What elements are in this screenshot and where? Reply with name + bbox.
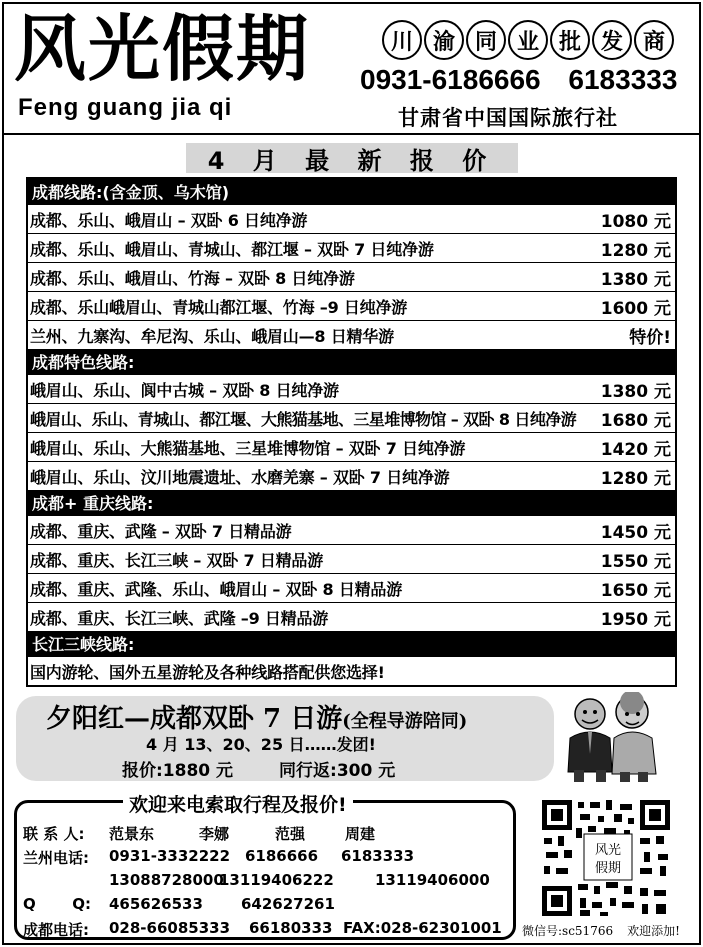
promo-title [46, 698, 467, 735]
contact-person: 范景东 [109, 825, 155, 843]
route-row [28, 204, 675, 233]
contact-person: 范强 [275, 825, 306, 843]
qr-badge-top: 风光 [594, 843, 622, 858]
fax-number: FAX:028-62301001 [343, 919, 502, 937]
tagline-char: 同 [466, 20, 506, 60]
route-row [28, 432, 675, 461]
header-divider [4, 133, 699, 135]
wechat-caption [522, 922, 680, 939]
route-name: 峨眉山、乐山、青城山、都江堰、大熊猫基地、三星堆博物馆 – 双卧 8 日纯净游 [30, 409, 577, 429]
price-table [26, 177, 677, 687]
brand-pinyin: Feng guang jia qi [18, 94, 233, 121]
qq-label: Q Q: [23, 895, 92, 913]
route-row [28, 291, 675, 320]
route-price: 1450 元 [600, 522, 671, 543]
tagline-char: 业 [508, 20, 548, 60]
phone-alt: 6183333 [568, 64, 678, 95]
contact-box [14, 794, 516, 940]
route-row [28, 461, 675, 490]
lanzhou-phone: 0931-3332222 [109, 847, 231, 865]
promo-price: 报价:1880 元 [122, 761, 234, 781]
section-header: 成都+ 重庆线路: [28, 490, 675, 515]
lanzhou-label: 兰州电话: [23, 849, 89, 867]
route-row [28, 544, 675, 573]
route-name: 国内游轮、国外五星游轮及各种线路搭配供您选择! [30, 662, 385, 682]
route-row [28, 573, 675, 602]
route-name: 成都、乐山、峨眉山、青城山、都江堰 – 双卧 7 日纯净游 [30, 239, 434, 259]
route-row [28, 320, 675, 349]
route-row [28, 374, 675, 403]
route-price: 1550 元 [600, 551, 671, 572]
contacts-label: 联 系 人: [23, 825, 85, 843]
chengdu-label: 成都电话: [23, 921, 89, 939]
route-row [28, 233, 675, 262]
route-price: 1280 元 [600, 468, 671, 489]
route-price: 1600 元 [600, 298, 671, 319]
wechat-note: 欢迎添加! [627, 924, 680, 938]
agency-name: 甘肃省中国国际旅行社 [398, 106, 618, 130]
tagline-char: 商 [634, 20, 674, 60]
route-name: 成都、重庆、长江三峡 – 双卧 7 日精品游 [30, 550, 324, 570]
tagline-char: 川 [382, 20, 422, 60]
wechat-id: 微信号:sc51766 [522, 924, 614, 938]
brand-logo: 风光假期 [14, 6, 311, 91]
route-row [28, 515, 675, 544]
lanzhou-phone: 6183333 [341, 847, 415, 865]
route-name: 峨眉山、乐山、大熊猫基地、三星堆博物馆 – 双卧 7 日纯净游 [30, 438, 466, 458]
phone-main: 0931-6186666 [360, 64, 541, 95]
tagline-char: 发 [592, 20, 632, 60]
route-price: 1950 元 [600, 609, 671, 630]
route-name: 峨眉山、乐山、汶川地震遗址、水磨羌寨 – 双卧 7 日纯净游 [30, 467, 450, 487]
contact-person: 周建 [345, 825, 376, 843]
tagline-char: 批 [550, 20, 590, 60]
qr-badge-bottom: 假期 [594, 861, 622, 876]
mobile-phone: 13119406000 [375, 871, 490, 889]
tagline-circles [382, 20, 674, 60]
route-price: 1080 元 [600, 211, 671, 232]
route-name: 成都、乐山峨眉山、青城山都江堰、竹海 –9 日纯净游 [30, 297, 408, 317]
route-row [28, 602, 675, 631]
route-price: 1420 元 [600, 439, 671, 460]
tagline-char: 渝 [424, 20, 464, 60]
route-name: 兰州、九寨沟、牟尼沟、乐山、峨眉山—8 日精华游 [30, 326, 394, 346]
promo-box [16, 696, 554, 781]
route-name: 成都、重庆、长江三峡、武隆 –9 日精品游 [30, 608, 329, 628]
contact-heading: 欢迎来电索取行程及报价! [123, 790, 353, 817]
contact-person: 李娜 [199, 825, 230, 843]
route-price: 1380 元 [600, 381, 671, 402]
mobile-phone: 13119406222 [219, 871, 334, 889]
section-header: 成都特色线路: [28, 349, 675, 374]
price-list-title: 4 月 最 新 报 价 [186, 143, 518, 173]
route-row [28, 403, 675, 432]
route-name: 峨眉山、乐山、阆中古城 – 双卧 8 日纯净游 [30, 380, 339, 400]
elderly-couple-illustration [552, 692, 670, 784]
lanzhou-phone: 6186666 [245, 847, 319, 865]
route-price: 特价! [629, 327, 671, 348]
promo-title-main: 夕阳红—成都双卧 7 日游 [46, 704, 343, 734]
route-row [28, 656, 675, 685]
section-header: 成都线路:(含金顶、乌木馆) [28, 179, 675, 204]
route-price: 1280 元 [600, 240, 671, 261]
route-name: 成都、乐山、峨眉山、竹海 – 双卧 8 日纯净游 [30, 268, 355, 288]
route-price: 1680 元 [600, 410, 671, 431]
promo-title-note: (全程导游陪同) [342, 711, 468, 732]
promo-prices [122, 756, 395, 781]
route-row [28, 262, 675, 291]
qq-number: 642627261 [241, 895, 335, 913]
route-price: 1380 元 [600, 269, 671, 290]
header-phones [360, 64, 677, 96]
qq-number: 465626533 [109, 895, 203, 913]
route-name: 成都、重庆、武隆 – 双卧 7 日精品游 [30, 521, 292, 541]
promo-dates: 4 月 13、20、25 日……发团! [146, 735, 376, 754]
chengdu-phone: 66180333 [249, 919, 333, 937]
route-name: 成都、乐山、峨眉山 – 双卧 6 日纯净游 [30, 210, 308, 230]
section-header: 长江三峡线路: [28, 631, 675, 656]
route-price: 1650 元 [600, 580, 671, 601]
chengdu-phone: 028-66085333 [109, 919, 231, 937]
wechat-qr-code [540, 798, 672, 918]
route-name: 成都、重庆、武隆、乐山、峨眉山 – 双卧 8 日精品游 [30, 579, 403, 599]
promo-rebate: 同行返:300 元 [279, 761, 396, 781]
mobile-phone: 13088728000 [109, 871, 224, 889]
